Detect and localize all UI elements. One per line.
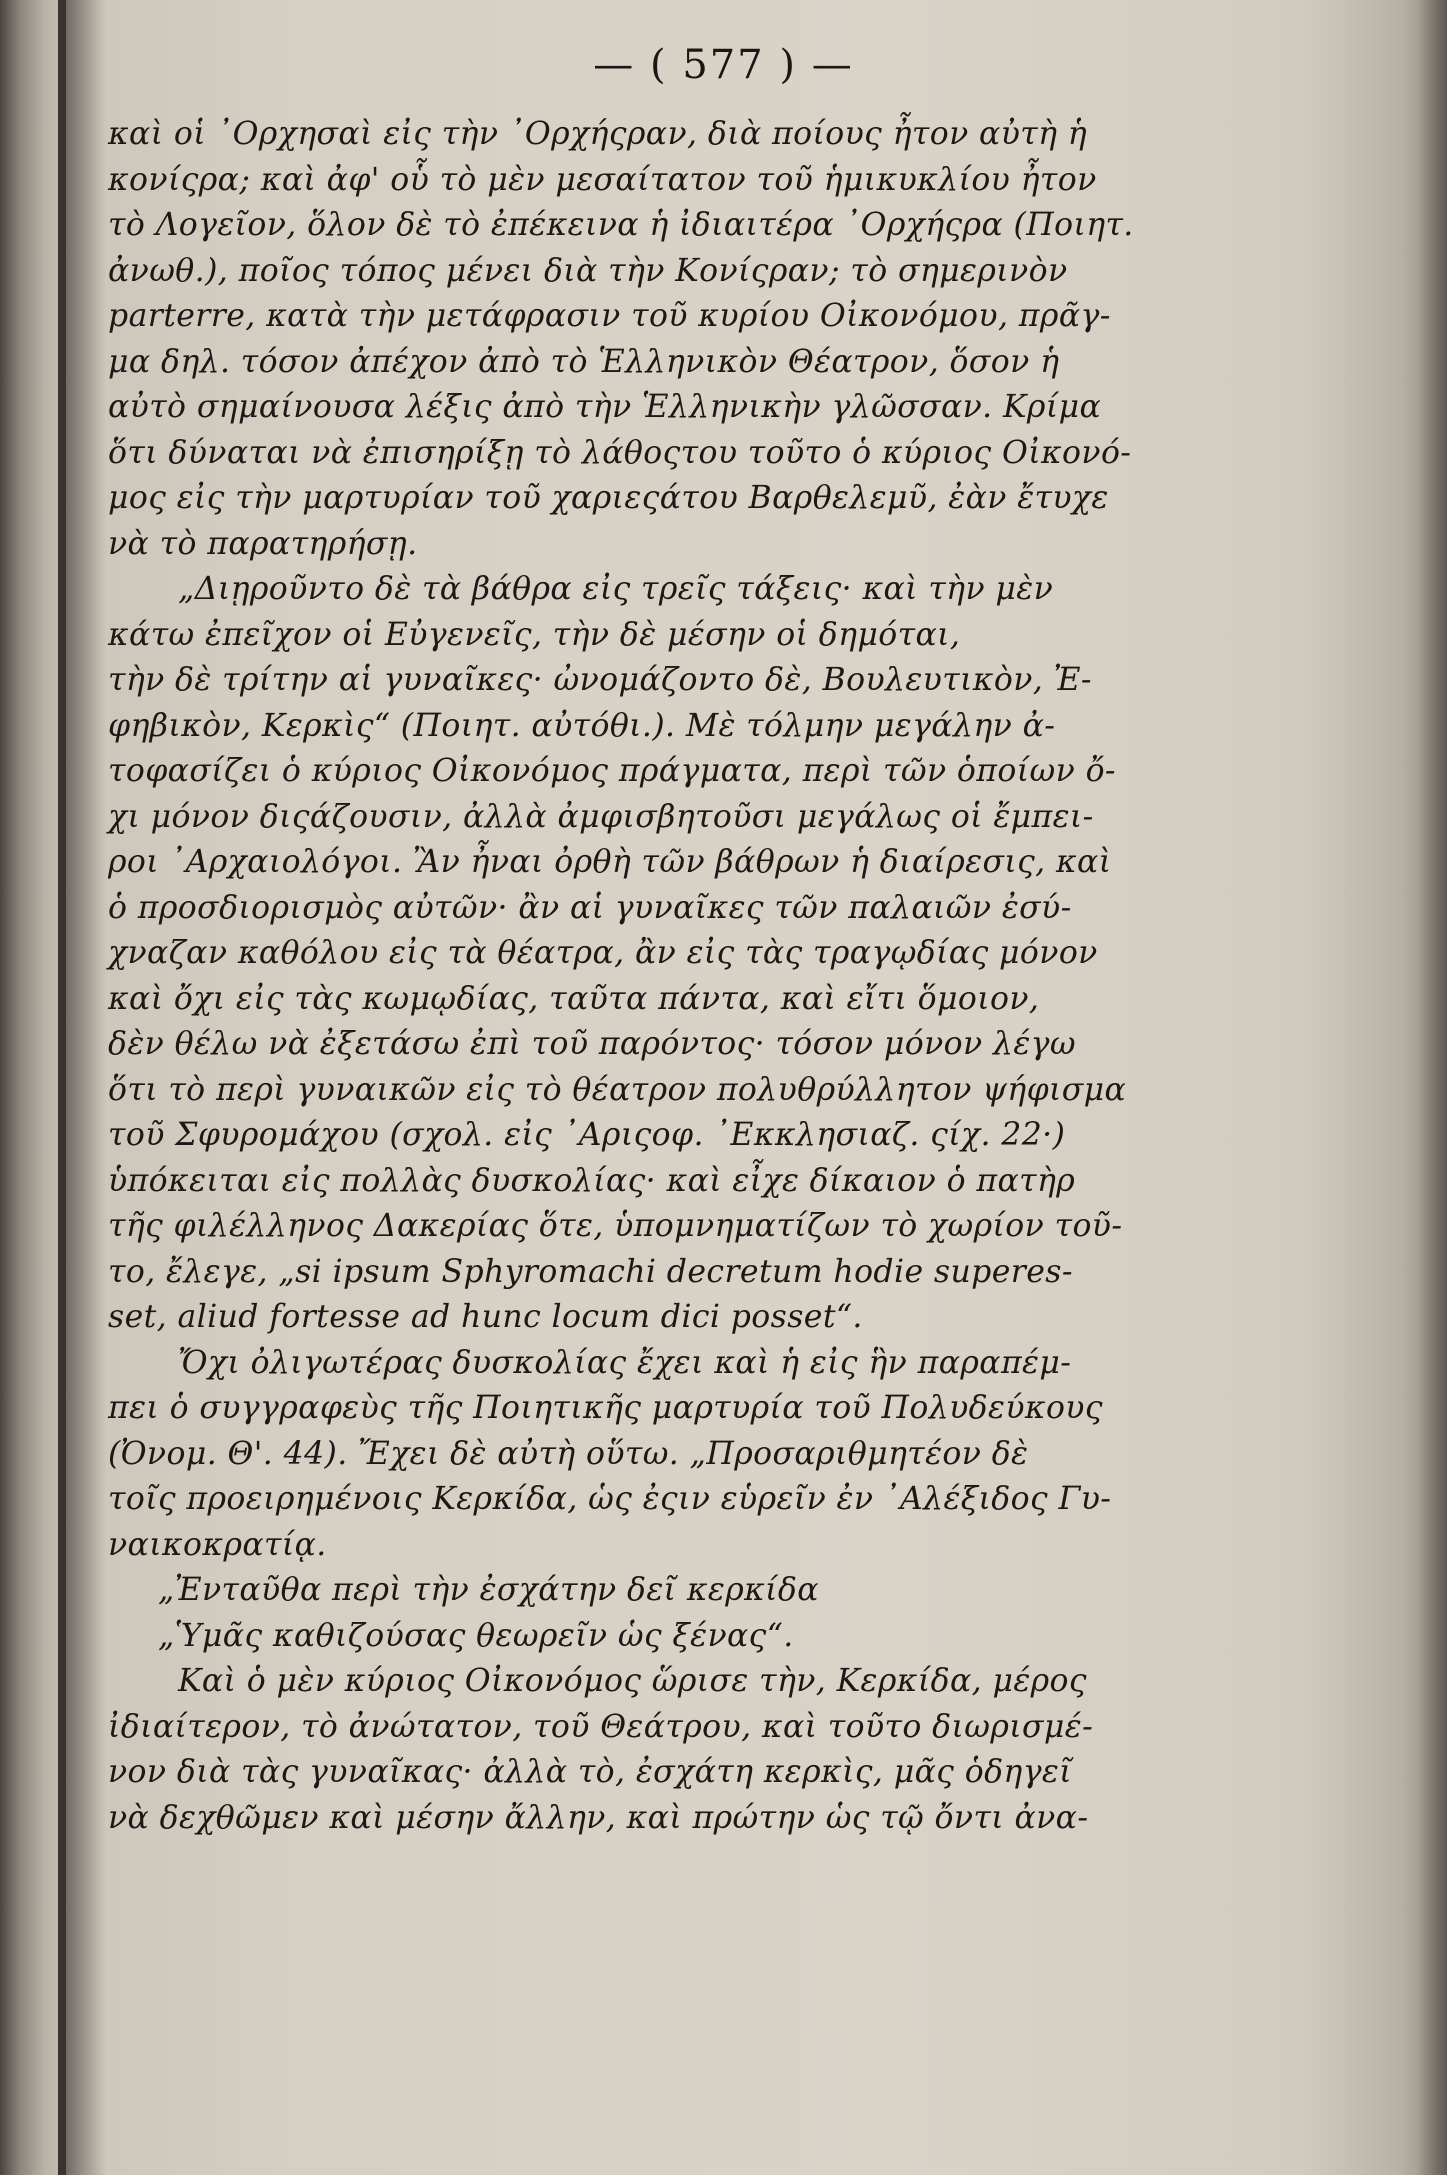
text-line: χι μόνον διςάζουσιν, ἀλλὰ ἀμφισβητοῦσι μεγάλως οἱ ἔμπει-: [108, 798, 1094, 835]
quote-line: „Ὑμᾶς καθιζούσας θεωρεῖν ὡς ξένας“.: [158, 1617, 794, 1654]
quote-line: „Ἐνταῦθα περὶ τὴν ἐσχάτην δεῖ κερκίδα: [158, 1572, 819, 1608]
text-line: κονίςρα; καὶ ἀφ' οὗ τὸ μὲν μεσαίτατον τοῦ ἡμικυκλίου ἦτον: [108, 161, 1097, 198]
text-line: κάτω ἐπεῖχον οἱ Εὐγενεῖς, τὴν δὲ μέσην οἱ δημόται,: [108, 616, 961, 653]
text-line: ὁ προσδιορισμὸς αὐτῶν· ἂν αἱ γυναῖκες τῶν παλαιῶν ἐσύ-: [108, 889, 1072, 926]
text-line: χναζαν καθόλου εἰς τὰ θέατρα, ἂν εἰς τὰς τραγῳδίας μόνον: [108, 935, 1098, 971]
book-spine-shadow: [58, 0, 66, 2175]
text-line: αὐτὸ σημαίνουσα λέξις ἀπὸ τὴν Ἑλληνικὴν γλῶσσαν. Κρίμα: [108, 389, 1102, 425]
text-line: μος εἰς τὴν μαρτυρίαν τοῦ χαριεςάτου Βαρθελεμῦ, ἐὰν ἔτυχε: [108, 480, 1109, 516]
text-line: ἰδιαίτερον, τὸ ἀνώτατον, τοῦ Θεάτρου, καὶ τοῦτο διωρισμέ-: [108, 1708, 1094, 1745]
page-edge-shadow: [1417, 0, 1447, 2175]
text-line: φηβικὸν, Κερκὶς“ (Ποιητ. αὐτόθι.). Μὲ τόλμην μεγάλην ἀ-: [108, 707, 1056, 744]
text-line: νον διὰ τὰς γυναῖκας· ἀλλὰ τὸ, ἐσχάτη κερκὶς, μᾶς ὁδηγεῖ: [108, 1754, 1072, 1790]
text-line: (Ὀνομ. Θ'. 44). Ἔχει δὲ αὐτὴ οὕτω. „Προσαριθμητέον δὲ: [108, 1435, 1029, 1472]
text-line: ὑπόκειται εἰς πολλὰς δυσκολίας· καὶ εἶχε δίκαιον ὁ πατὴρ: [108, 1162, 1076, 1199]
text-line: μα δηλ. τόσον ἀπέχον ἀπὸ τὸ Ἑλληνικὸν Θέατρον, ὅσον ἡ: [108, 343, 1060, 380]
text-line: τῆς φιλέλληνος Δακερίας ὅτε, ὑπομνηματίζων τὸ χωρίον τοῦ-: [108, 1208, 1123, 1244]
text-line: νὰ δεχθῶμεν καὶ μέσην ἄλλην, καὶ πρώτην ὡς τῷ ὄντι ἀνα-: [108, 1799, 1089, 1836]
text-line: ροι ᾿Αρχαιολόγοι. Ἂν ἦναι ὀρθὴ τῶν βάθρων ἡ διαίρεσις, καὶ: [108, 844, 1112, 880]
text-line: καὶ οἱ ᾿Ορχησαὶ εἰς τὴν ᾿Ορχήςραν, διὰ ποίους ἦτον αὐτὴ ἡ: [108, 116, 1088, 152]
text-line: Ὄχι ὀλιγωτέρας δυσκολίας ἔχει καὶ ἡ εἰς ἣν παραπέμ-: [178, 1344, 1072, 1381]
text-line: set, aliud fortesse ad hunc locum dici posset“.: [108, 1299, 863, 1335]
text-line: νὰ τὸ παρατηρήσῃ.: [108, 525, 418, 562]
page-number: — ( 577 ) —: [593, 42, 854, 88]
page-body: [108, 112, 1218, 1841]
text-line: ὅτι τὸ περὶ γυναικῶν εἰς τὸ θέατρον πολυθρύλλητον ψήφισμα: [108, 1071, 1127, 1108]
text-line: Καὶ ὁ μὲν κύριος Οἰκονόμος ὥρισε τὴν, Κερκίδα, μέρος: [178, 1663, 1087, 1699]
text-line: καὶ ὄχι εἰς τὰς κωμῳδίας, ταῦτα πάντα, καὶ εἴτι ὅμοιον,: [108, 980, 1040, 1017]
text-line: τοῖς προειρημένοις Κερκίδα, ὡς ἐςιν εὑρεῖν ἐν ᾿Αλέξιδος Γυ-: [108, 1481, 1112, 1517]
text-line: ὅτι δύναται νὰ ἐπισηρίξῃ τὸ λάθοςτου τοῦτο ὁ κύριος Οἰκονό-: [108, 434, 1132, 471]
text-line: τὸ Λογεῖον, ὅλον δὲ τὸ ἐπέκεινα ἡ ἰδιαιτέρα ᾿Ορχήςρα (Ποιητ.: [108, 207, 1134, 243]
text-line: τοφασίζει ὁ κύριος Οἰκονόμος πράγματα, περὶ τῶν ὁποίων ὄ-: [108, 753, 1116, 789]
text-line: τὴν δὲ τρίτην αἱ γυναῖκες· ὠνομάζοντο δὲ, Βουλευτικὸν, Ἐ-: [108, 662, 1092, 698]
text-line: ἀνωθ.), ποῖος τόπος μένει διὰ τὴν Κονίςραν; τὸ σημερινὸν: [108, 252, 1068, 289]
text-line: το, ἔλεγε, „si ipsum Sphyromachi decretum hodie superes-: [108, 1253, 1073, 1290]
text-line: „Διῃροῦντο δὲ τὰ βάθρα εἰς τρεῖς τάξεις· καὶ τὴν μὲν: [178, 571, 1054, 607]
text-line: ναικοκρατίᾳ.: [108, 1526, 327, 1563]
text-line: τοῦ Σφυρομάχου (σχολ. εἰς ᾿Αριςοφ. ᾿Εκκλησιαζ. ςίχ. 22·): [108, 1117, 1066, 1153]
text-line: parterre, κατὰ τὴν μετάφρασιν τοῦ κυρίου Οἰκονόμου, πρᾶγ-: [108, 298, 1111, 334]
gutter-shadow: [66, 0, 106, 2175]
text-line: πει ὁ συγγραφεὺς τῆς Ποιητικῆς μαρτυρία τοῦ Πολυδεύκους: [108, 1390, 1103, 1426]
text-line: δὲν θέλω νὰ ἐξετάσω ἐπὶ τοῦ παρόντος· τόσον μόνον λέγω: [108, 1026, 1076, 1062]
